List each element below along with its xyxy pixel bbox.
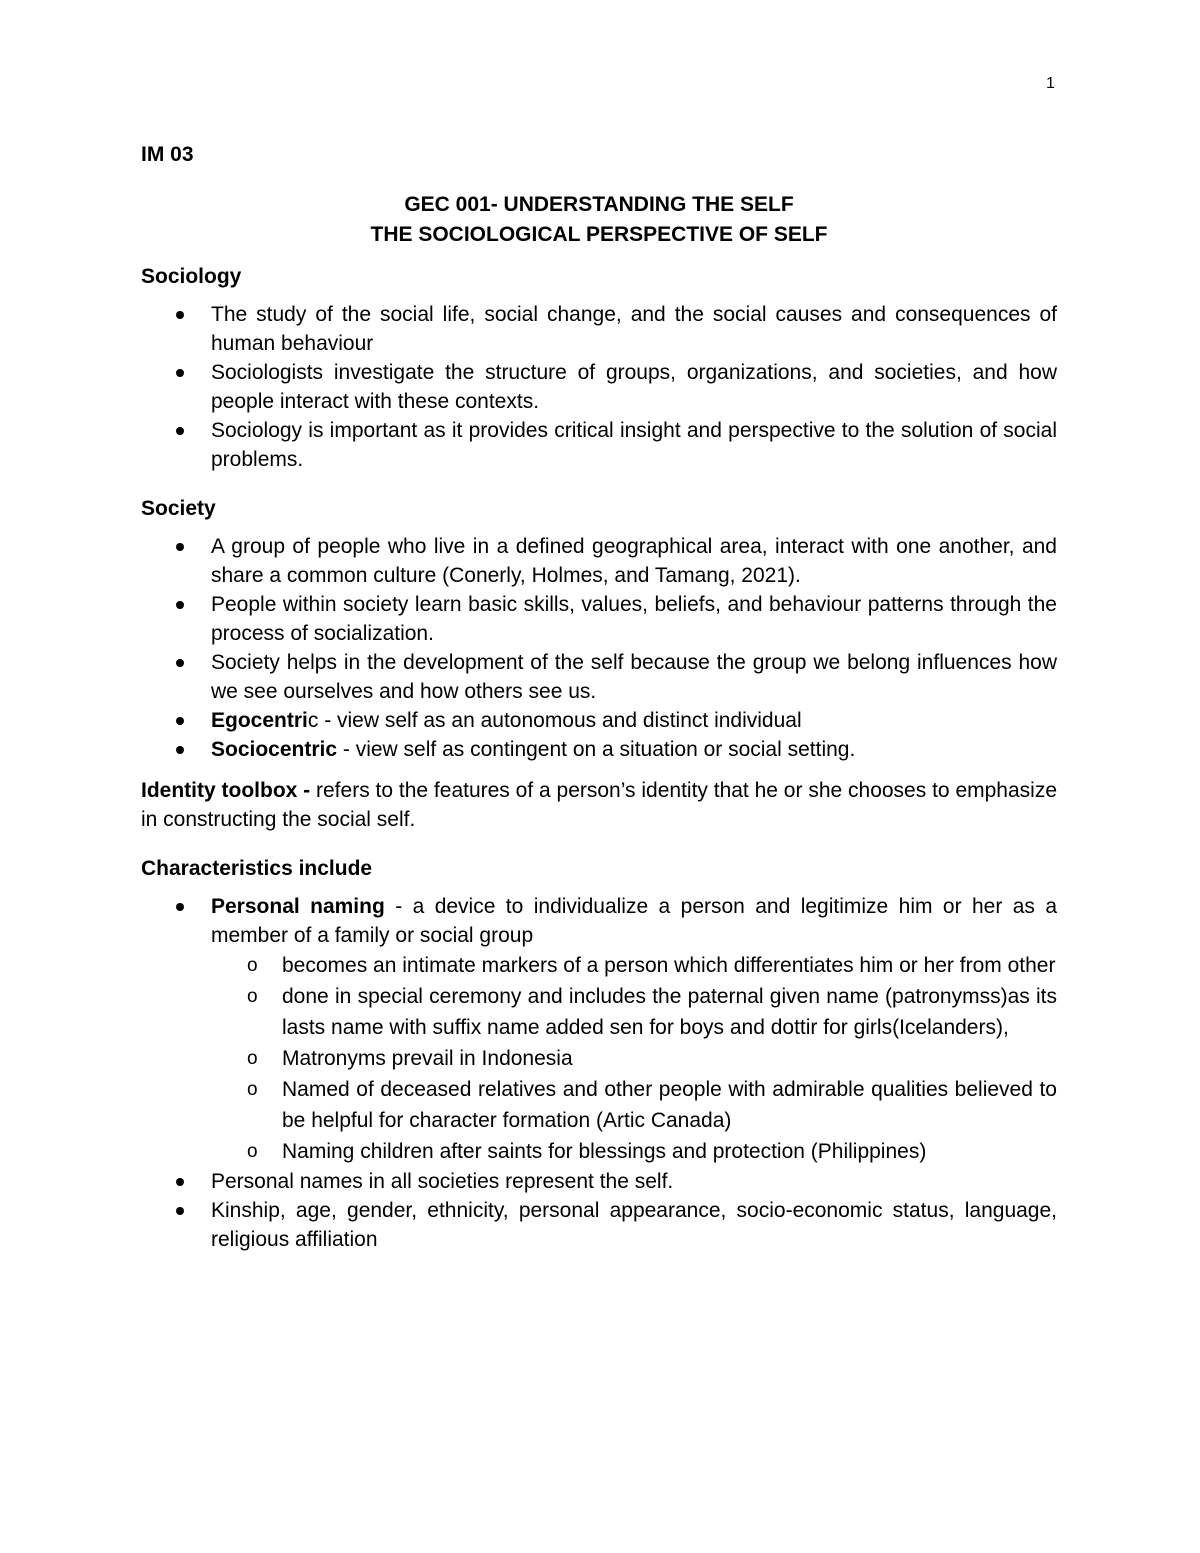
course-title: GEC 001- UNDERSTANDING THE SELF (404, 193, 794, 216)
list-item: Society helps in the development of the self because the group we belong influences how we see ourselves and how others see us. (141, 648, 1057, 706)
list-item: Personal names in all societies represent the self. (141, 1167, 1057, 1196)
personal-naming-definition: - a device to individualize a person and legitimize him or her as a member of a family or social group (211, 895, 1057, 947)
sub-list-item: o Named of deceased relatives and other people with admirable qualities believed to be helpful for character formation (Artic Canada) (141, 1074, 1057, 1136)
list-item: Kinship, age, gender, ethnicity, personal appearance, socio-economic status, language, religious affiliation (141, 1196, 1057, 1254)
topic-title: THE SOCIOLOGICAL PERSPECTIVE OF SELF (370, 223, 828, 246)
personal-naming-sublist (141, 950, 1057, 1167)
sociocentric-term: Sociocentric (211, 738, 338, 761)
identity-toolbox-definition: refers to the features of a person’s identity that he or she chooses to emphasize in constructing the social self. (141, 779, 1057, 831)
title-block (141, 190, 1057, 250)
list-item: A group of people who live in a defined geographical area, interact with one another, and share a common culture (Conerly, Holmes, and Tamang, 2021). (141, 532, 1057, 590)
sub-list-item: o Matronyms prevail in Indonesia (141, 1043, 1057, 1074)
characteristics-list (141, 892, 1057, 1254)
sociology-heading: Sociology (141, 265, 242, 288)
document-code: IM 03 (141, 143, 194, 166)
list-item: People within society learn basic skills, values, beliefs, and behaviour patterns through the process of socialization. (141, 590, 1057, 648)
sociocentric-definition: - view self as contingent on a situation or social setting. (337, 738, 856, 761)
society-heading: Society (141, 497, 216, 520)
list-item-egocentric (141, 706, 1057, 735)
list-item: The study of the social life, social change, and the social causes and consequences of human behaviour (141, 300, 1057, 358)
sociology-list (141, 300, 1057, 474)
egocentric-definition: c - view self as an autonomous and distinct individual (307, 709, 802, 732)
sub-list-item: o Naming children after saints for blessings and protection (Philippines) (141, 1136, 1057, 1167)
sub-list-item: o becomes an intimate markers of a person which differentiates him or her from other (141, 950, 1057, 981)
list-item: Sociology is important as it provides critical insight and perspective to the solution of social problems. (141, 416, 1057, 474)
page-number: 1 (1046, 75, 1055, 92)
document-body (141, 140, 1057, 1254)
sub-list-item: o done in special ceremony and includes the paternal given name (patronymss)as its lasts name with suffix name added sen for boys and dottir for girls(Icelanders), (141, 981, 1057, 1043)
personal-naming-term: Personal naming (211, 895, 385, 918)
identity-toolbox-paragraph (141, 776, 1057, 834)
characteristics-heading: Characteristics include (141, 857, 373, 880)
list-item-personal-naming (141, 892, 1057, 1167)
egocentric-term: Egocentri (211, 709, 308, 732)
list-item-sociocentric (141, 735, 1057, 764)
identity-toolbox-term: Identity toolbox - (141, 779, 311, 802)
society-list (141, 532, 1057, 764)
list-item: Sociologists investigate the structure of groups, organizations, and societies, and how people interact with these contexts. (141, 358, 1057, 416)
